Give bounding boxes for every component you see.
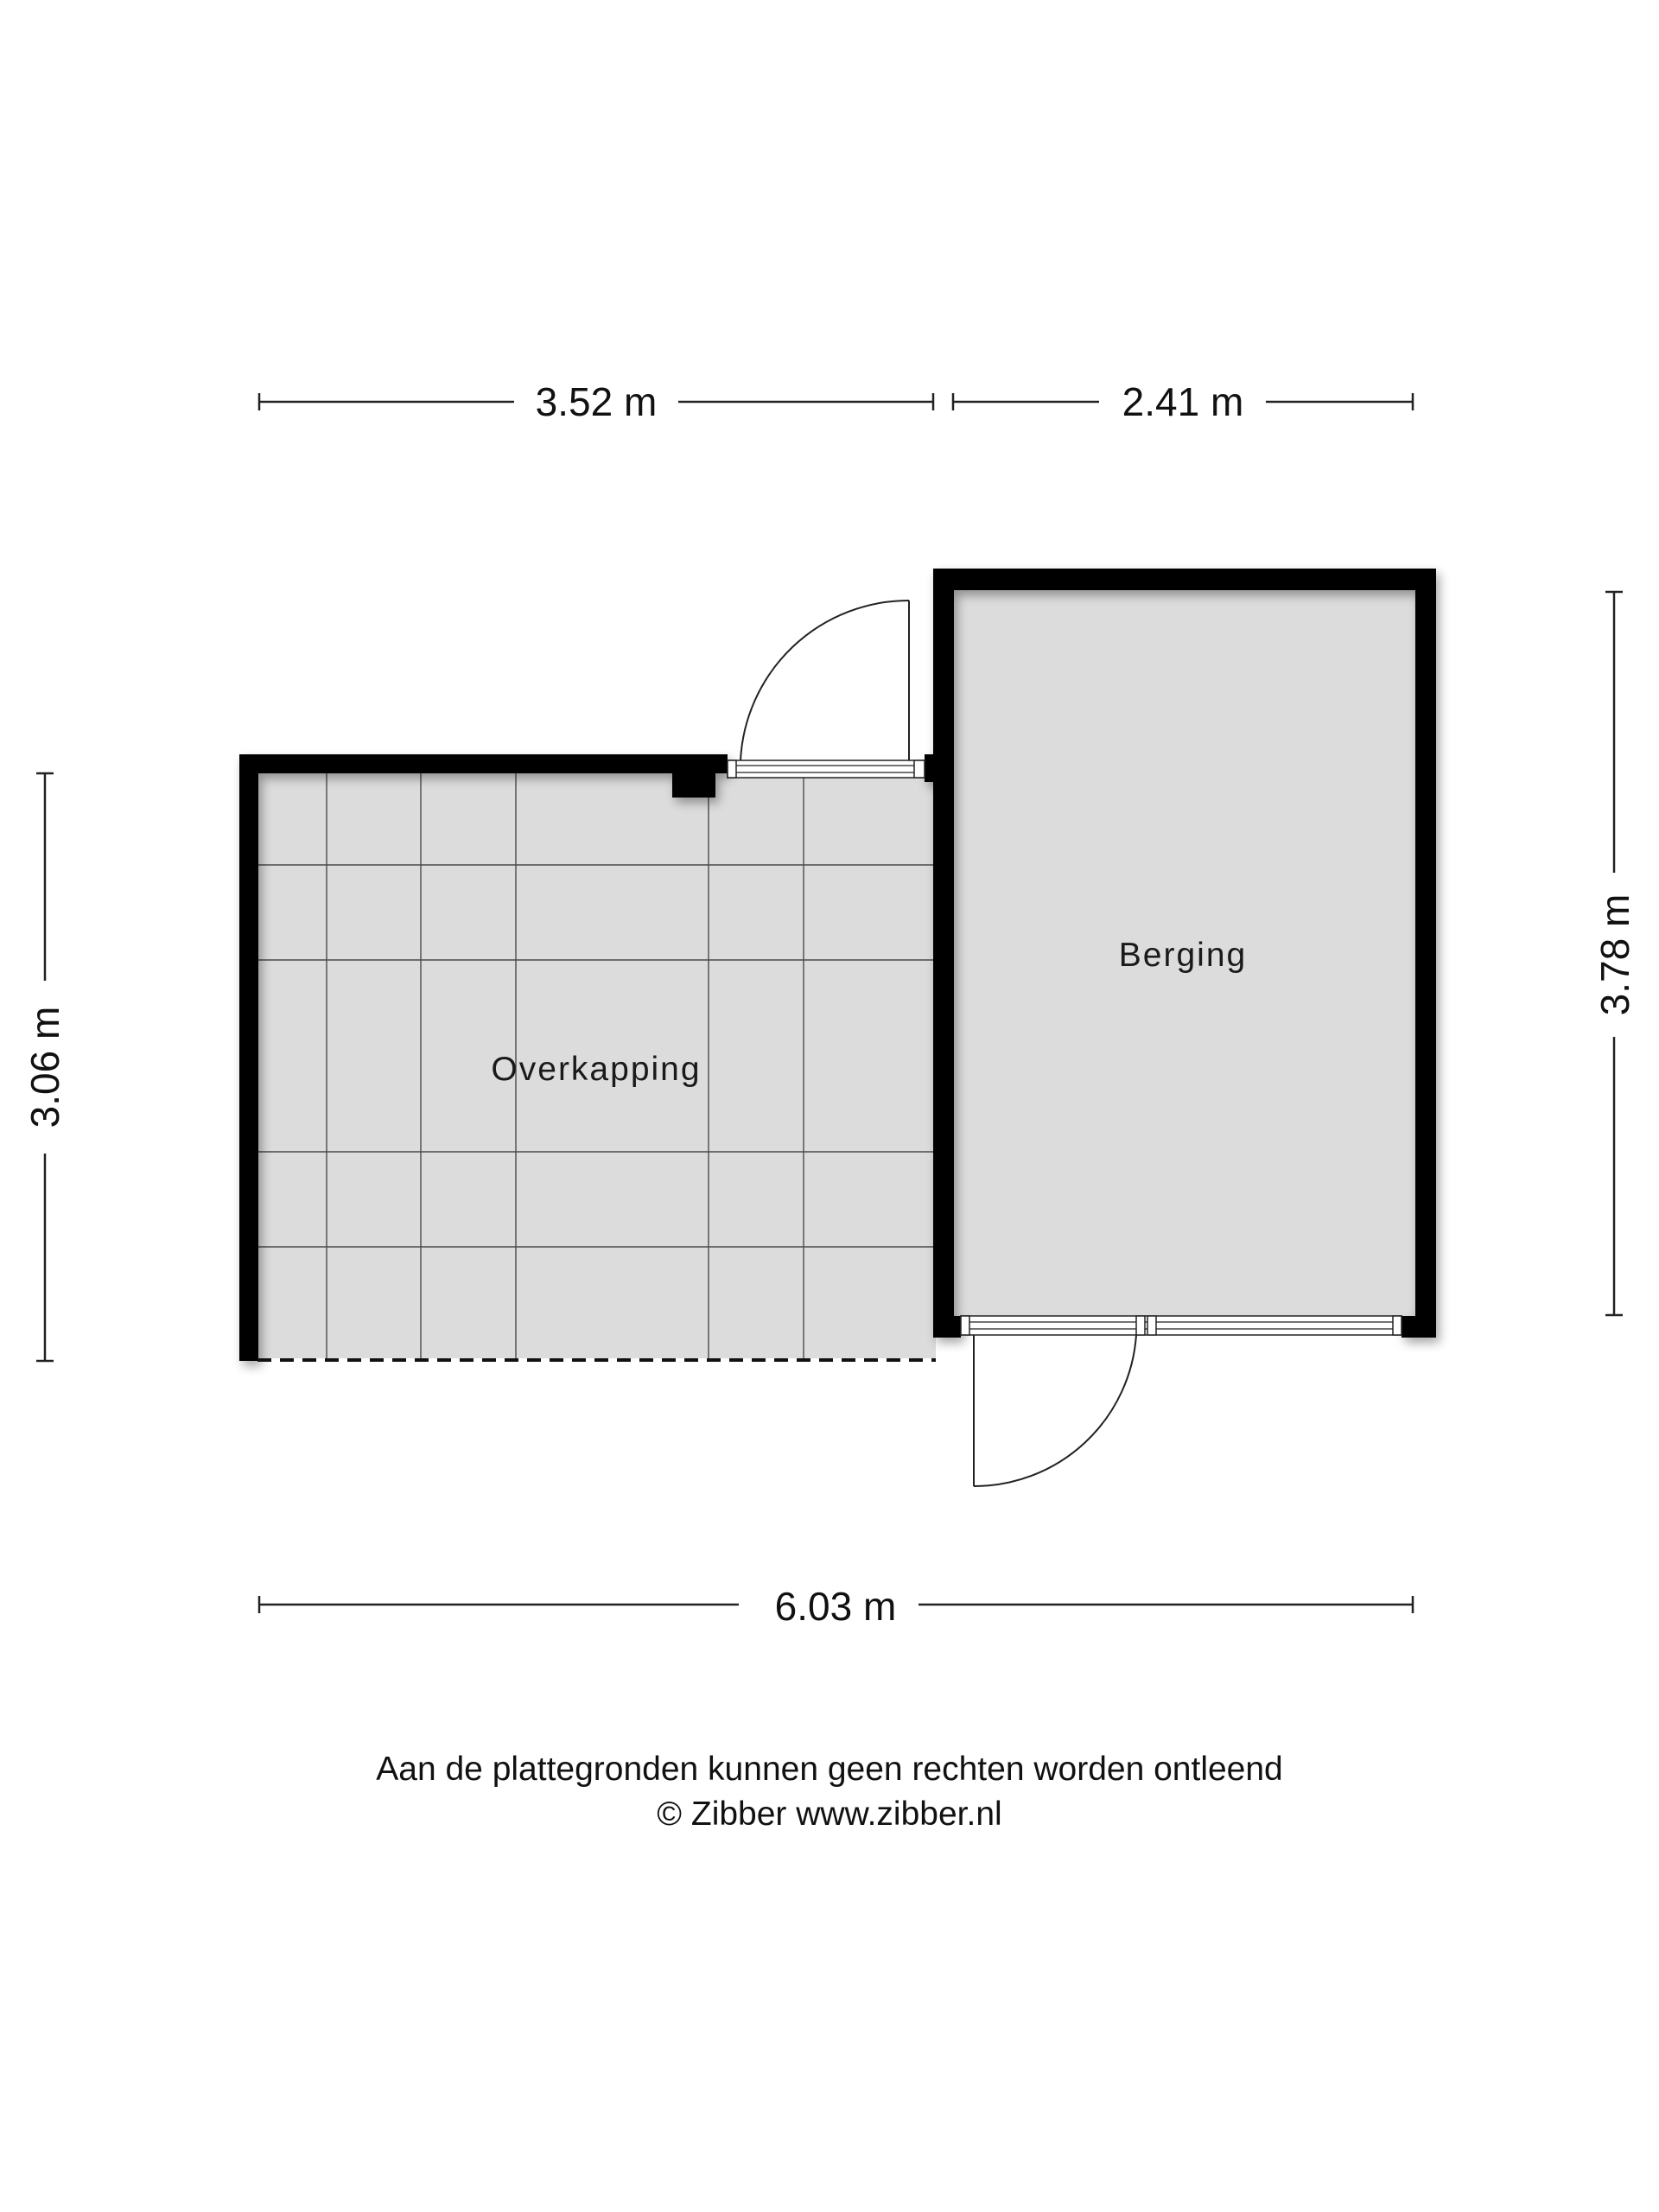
wall-column [672, 754, 715, 798]
dimension-label-bottom: 6.03 m [774, 1584, 897, 1629]
room-label-overkapping: Overkapping [491, 1051, 702, 1088]
overkapping-wall-left [239, 754, 258, 1361]
berging-wall-right [1415, 569, 1436, 1338]
dimension-left [22, 773, 67, 1361]
room-label-berging: Berging [1118, 937, 1248, 974]
room-berging [933, 569, 1436, 1338]
dimension-label-top-left: 3.52 m [535, 379, 658, 424]
dimension-label-top-right: 2.41 m [1122, 379, 1244, 424]
dimension-right [1592, 592, 1637, 1315]
berging-wall-top [933, 569, 1436, 590]
door-swing-arc-bottom [974, 1335, 1136, 1486]
dimension-label-right: 3.78 m [1592, 893, 1637, 1016]
berging-wall-left [933, 569, 954, 1338]
overkapping-wall-top [239, 754, 728, 773]
dimension-label-left: 3.06 m [22, 1006, 67, 1128]
door-top [728, 601, 925, 778]
berging-wall-bottom-right [1402, 1316, 1436, 1338]
berging-wall-bottom-left [933, 1316, 961, 1338]
door-swing-arc-top [741, 601, 909, 760]
door-bottom [961, 1316, 1402, 1486]
dimension-top-right [953, 379, 1413, 424]
dimension-top-left [259, 379, 933, 424]
dimension-bottom [259, 1584, 1413, 1629]
room-overkapping [239, 754, 938, 1361]
footer-disclaimer: Aan de plattegronden kunnen geen rechten worden ontleend [376, 1751, 1283, 1788]
footer-copyright: © Zibber www.zibber.nl [657, 1796, 1002, 1833]
